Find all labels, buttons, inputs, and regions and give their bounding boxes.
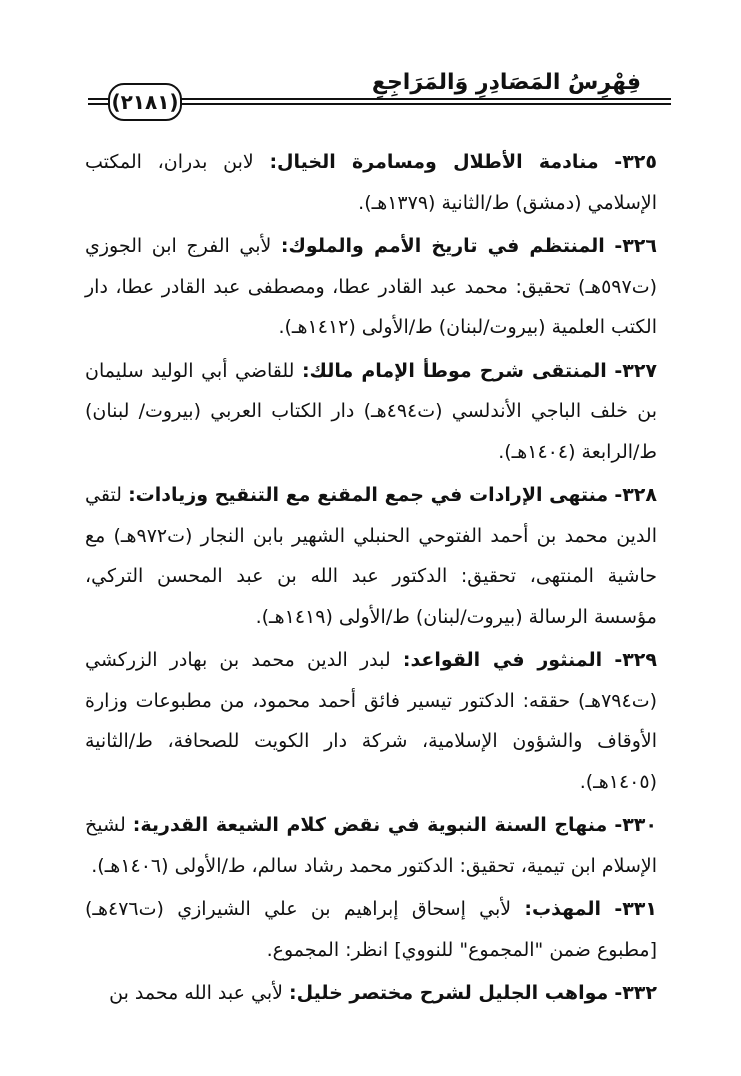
bibliography-entry-327	[85, 351, 657, 473]
entry-number: ٣٢٧-	[614, 359, 658, 382]
entry-title: مواهب الجليل لشرح مختصر خليل:	[289, 982, 609, 1004]
entry-text: لأبي الفرج ابن الجوزي (ت٥٩٧هـ) تحقيق: محمد عبد القادر عطا، ومصطفى عبد القادر عطا، دار الكتب العلمية (بيروت/لبنان) ط/الأولى (١٤١٢هـ).	[85, 235, 657, 338]
entry-number: ٣٢٥-	[614, 151, 657, 173]
entry-text: لأبي عبد الله محمد بن	[109, 982, 290, 1004]
entry-text: لأبي إسحاق إبراهيم بن علي الشيرازي (ت٤٧٦هـ) [مطبوع ضمن "المجموع" للنووي] انظر: المجموع.	[85, 898, 657, 961]
entry-text: لابن بدران، المكتب الإسلامي (دمشق) ط/الثانية (١٣٧٩هـ).	[85, 151, 657, 214]
entry-title: منتهى الإرادات في جمع المقنع مع التنقيح وزيادات:	[128, 484, 609, 506]
entry-title: منادمة الأطلال ومسامرة الخيال:	[269, 151, 599, 173]
entry-text: لتقي الدين محمد بن أحمد الفتوحي الحنبلي الشهير بابن النجار (ت٩٧٢هـ) مع حاشية المنتهى، تحقيق: الدكتور عبد الله بن عبد المحسن التركي، مؤسسة الرسالة (بيروت/لبنان) ط/الأولى (١٤١٩هـ).	[85, 484, 657, 628]
entry-title: المهذب:	[524, 898, 602, 920]
bibliography-entry-328	[85, 475, 657, 637]
entry-title: منهاج السنة النبوية في نقض كلام الشيعة القدرية:	[132, 814, 608, 836]
bibliography-entry-329	[85, 640, 657, 802]
entry-number: ٣٢٨-	[614, 484, 657, 506]
entry-number: ٣٣١-	[614, 898, 657, 920]
entry-text: للقاضي أبي الوليد سليمان بن خلف الباجي الأندلسي (ت٤٩٤هـ) دار الكتاب العربي (بيروت/ لبنان) ط/الرابعة (١٤٠٤هـ).	[85, 359, 657, 463]
entry-title: المنتظم في تاريخ الأمم والملوك:	[280, 235, 605, 257]
bibliography-entry-331	[85, 889, 657, 970]
entry-number: ٣٣٠-	[614, 814, 657, 836]
bibliography-entry-326	[85, 226, 657, 348]
bibliography-entry-325	[85, 142, 657, 223]
entry-title: المنتقى شرح موطأ الإمام مالك:	[301, 359, 607, 382]
page-number-badge: (٢١٨١)	[108, 83, 182, 121]
bibliography-entry-330	[85, 805, 657, 886]
running-title: فِهْرِسُ المَصَادِرِ وَالمَرَاجِعِ	[371, 70, 641, 95]
bibliography-list	[85, 142, 657, 1017]
entry-number: ٣٢٦-	[614, 235, 657, 257]
entry-number: ٣٣٢-	[614, 982, 657, 1004]
bibliography-entry-332	[85, 973, 657, 1014]
entry-title: المنثور في القواعد:	[402, 649, 603, 671]
entry-text: لشيخ الإسلام ابن تيمية، تحقيق: الدكتور محمد رشاد سالم، ط/الأولى (١٤٠٦هـ).	[85, 814, 657, 877]
entry-text: لبدر الدين محمد بن بهادر الزركشي (ت٧٩٤هـ) حققه: الدكتور تيسير فائق أحمد محمود، من مطبوعات وزارة الأوقاف والشؤون الإسلامية، شركة دار الكويت للصحافة، ط/الثانية (١٤٠٥هـ).	[85, 649, 657, 793]
entry-number: ٣٢٩-	[614, 649, 657, 671]
